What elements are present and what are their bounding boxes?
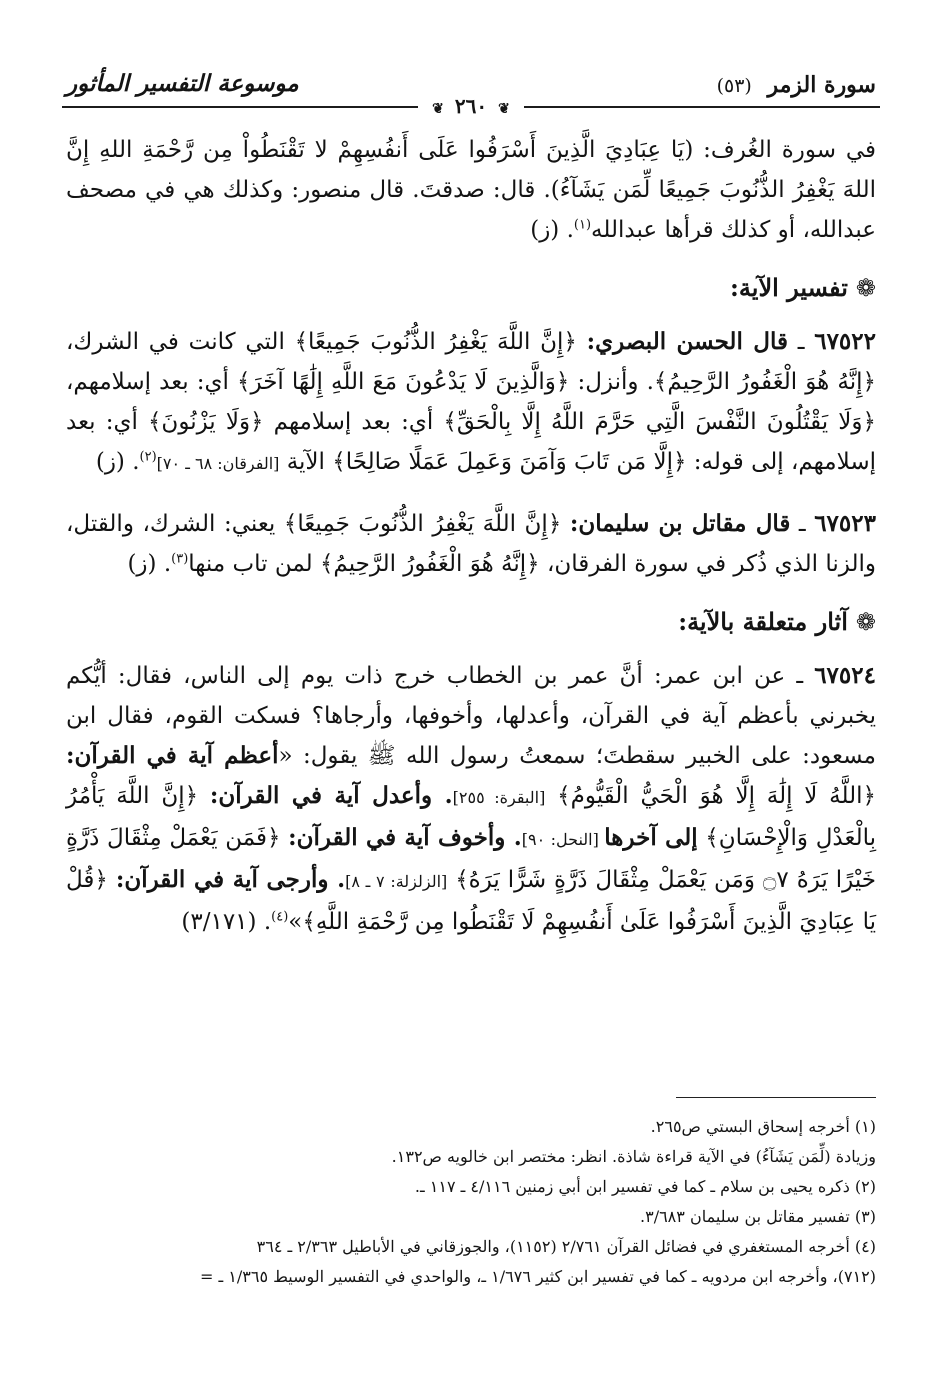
entry-number: ٦٧٥٢٣ — [814, 510, 876, 537]
entry-67524: ٦٧٥٢٤ ـ عن ابن عمر: أنَّ عمر بن الخطاب خرج ذات يوم إلى الناس، فقال: أيُّكم يخبرني بأعظم آية في القرآن، وأعدلها، وأخوفها، وأرجاها؟ فسكت القوم، فقال ابن مسعود: على الخبير سقطتَ؛ سمعتُ رسول الله ﷺ يقول: «أعظم آية في القرآن: ﴿اللَّهُ لَا إِلَٰهَ إِلَّا هُوَ الْحَيُّ الْقَيُّومُ﴾ [البقرة: ٢٥٥]. وأعدل آية في القرآن: ﴿إِنَّ اللَّهَ يَأْمُرُ بِالْعَدْلِ وَالْإِحْسَانِ﴾ إلى آخرها [النحل: ٩٠]. وأخوف آية في القرآن: ﴿فَمَن يَعْمَلْ مِثْقَالَ ذَرَّةٍ خَيْرًا يَرَهُ ۝٧ وَمَن يَعْمَلْ مِثْقَالَ ذَرَّةٍ شَرًّا يَرَهُ﴾ [الزلزلة: ٧ ـ ٨]. وأرجى آية في القرآن: ﴿قُلْ يَا عِبَادِيَ الَّذِينَ أَسْرَفُوا عَلَىٰ أَنفُسِهِمْ لَا تَقْنَطُوا مِن رَّحْمَةِ اللَّهِ﴾»$^{(٤)}$. (٣/١٧١) — [66, 662, 877, 935]
footnote-ref[interactable]: (١) — [573, 217, 592, 233]
speaker-name: قال مقاتل بن سليمان: — [569, 510, 791, 537]
footnote-1: (١) أخرجه إسحاق البستي ص٢٦٥. — [650, 1117, 876, 1136]
footnote-1-cont: وزيادة (لِّمَن يَشَآءُ) في الآية قراءة شاذة. انظر: مختصر ابن خالويه ص١٣٢. — [391, 1147, 876, 1166]
main-text — [66, 130, 876, 962]
section-heading-athar: ❁آثار متعلقة بالآية: — [678, 607, 876, 636]
entry-text: ﴿إِنَّ اللَّهَ يَغْفِرُ الذُّنُوبَ جَمِيعًا﴾ يعني: الشرك، والقتل، والزنا الذي ذُكر في سورة الفرقان، ﴿إِنَّهُ هُوَ الْغَفُورُ الرَّحِيمُ﴾ لمن تاب منها — [66, 511, 876, 577]
page-header — [62, 60, 880, 118]
entry-text: عن ابن عمر: أنَّ عمر بن الخطاب خرج ذات يوم إلى الناس، فقال: أيُّكم يخبرني بأعظم آية في القرآن، وأعدلها، وأخوفها، وأرجاها؟ فسكت القوم، فقال ابن مسعود: على الخبير سقطتَ؛ سمعتُ رسول الله ﷺ يقول: « — [66, 663, 876, 769]
footnote-4: (٤) أخرجه المستغفري في فضائل القرآن ٢/٧٦١ (١١٥٢)، والجوزقاني في الأباطيل ٢/٣٦٣ ـ ٣٦٤ — [256, 1237, 876, 1256]
intro-paragraph: في سورة الغُرف: (يَا عِبَادِيَ الَّذِينَ أَسْرَفُوا عَلَى أَنفُسِهِمْ لا تَقْنَطُواْ مِن رَّحْمَةِ اللهِ إِنَّ اللهَ يَغْفِرُ الذُّنُوبَ جَمِيعًا لِّمَن يَشَآءُ). قال: صدقتَ. قال منصور: وكذلك هي في مصحف عبدالله، أو كذلك قرأها عبدالله$^{(١)}$. (ز) — [66, 137, 876, 243]
footnote-divider — [676, 1097, 876, 1098]
entry-67523: ٦٧٥٢٣ ـ قال مقاتل بن سليمان: ﴿إِنَّ اللَّهَ يَغْفِرُ الذُّنُوبَ جَمِيعًا﴾ يعني: الشرك، والقتل، والزنا الذي ذُكر في سورة الفرقان، ﴿إِنَّهُ هُوَ الْغَفُورُ الرَّحِيمُ﴾ لمن تاب منها$^{(٣)}$. (ز) — [66, 510, 876, 577]
left-ornament-icon: ❦ — [432, 101, 444, 117]
ayah-reference: [الفرقان: ٦٨ ـ ٧٠] — [156, 454, 280, 473]
speaker-name: قال الحسن البصري: — [586, 328, 788, 355]
surah-name: سورة الزمر — [767, 72, 876, 98]
surah-number: (٥٣) — [716, 75, 752, 97]
footnote-4-cont: (٧١٢)، وأخرجه ابن مردويه ـ كما في تفسير ابن كثير ١/٦٧٦ ـ، والواحدي في التفسير الوسيط ١/٣٦٥ ـ = — [200, 1267, 876, 1286]
entry-number: ٦٧٥٢٤ — [814, 662, 876, 689]
flower-star-icon: ❁ — [855, 608, 876, 636]
book-title: موسوعة التفسير المأثور — [66, 70, 299, 97]
footnote-2: (٢) ذكره يحيى بن سلام ـ كما في تفسير ابن أبي زمنين ٤/١١٦ ـ ١١٧ ـ. — [414, 1177, 876, 1196]
flower-star-icon: ❁ — [855, 274, 876, 302]
section-heading-tafsir: ❁تفسير الآية: — [730, 273, 876, 302]
entry-text: ﴿إِنَّ اللَّهَ يَغْفِرُ الذُّنُوبَ جَمِيعًا﴾ التي كانت في الشرك، ﴿إِنَّهُ هُوَ الْغَفُورُ الرَّحِيمُ﴾. وأنزل: ﴿وَالَّذِينَ لَا يَدْعُونَ مَعَ اللَّهِ إِلَٰهًا آخَرَ﴾ أي: بعد إسلامهم، ﴿وَلَا يَقْتُلُونَ النَّفْسَ الَّتِي حَرَّمَ اللَّهُ إِلَّا بِالْحَقِّ﴾ أي: بعد إسلامهم ﴿وَلَا يَزْنُونَ﴾ أي: بعد إسلامهم، إلى قوله: ﴿إِلَّا مَن تَابَ وَآمَنَ وَعَمِلَ عَمَلًا صَالِحًا﴾ الآية — [66, 329, 876, 475]
page-number-box — [418, 94, 524, 118]
entry-number: ٦٧٥٢٢ — [814, 328, 876, 355]
footnote-ref[interactable]: (٤) — [271, 909, 289, 925]
entry-67522: ٦٧٥٢٢ ـ قال الحسن البصري: ﴿إِنَّ اللَّهَ يَغْفِرُ الذُّنُوبَ جَمِيعًا﴾ التي كانت في الشرك، ﴿إِنَّهُ هُوَ الْغَفُورُ الرَّحِيمُ﴾. وأنزل: ﴿وَالَّذِينَ لَا يَدْعُونَ مَعَ اللَّهِ إِلَٰهًا آخَرَ﴾ أي: بعد إسلامهم، ﴿وَلَا يَقْتُلُونَ النَّفْسَ الَّتِي حَرَّمَ اللَّهُ إِلَّا بِالْحَقِّ﴾ أي: بعد إسلامهم ﴿وَلَا يَزْنُونَ﴾ أي: بعد إسلامهم، إلى قوله: ﴿إِلَّا مَن تَابَ وَآمَنَ وَعَمِلَ عَمَلًا صَالِحًا﴾ الآية [الفرقان: ٦٨ ـ ٧٠]$^{(٢)}$. (ز) — [66, 328, 876, 475]
footnotes — [66, 1112, 876, 1292]
footnote-ref[interactable]: (٢) — [139, 449, 157, 465]
page-number: ٢٦٠ — [454, 94, 488, 118]
footnote-3: (٣) تفسير مقاتل بن سليمان ٣/٦٨٣. — [640, 1207, 876, 1226]
right-ornament-icon: ❦ — [498, 101, 510, 117]
footnote-ref[interactable]: (٣) — [171, 551, 189, 567]
